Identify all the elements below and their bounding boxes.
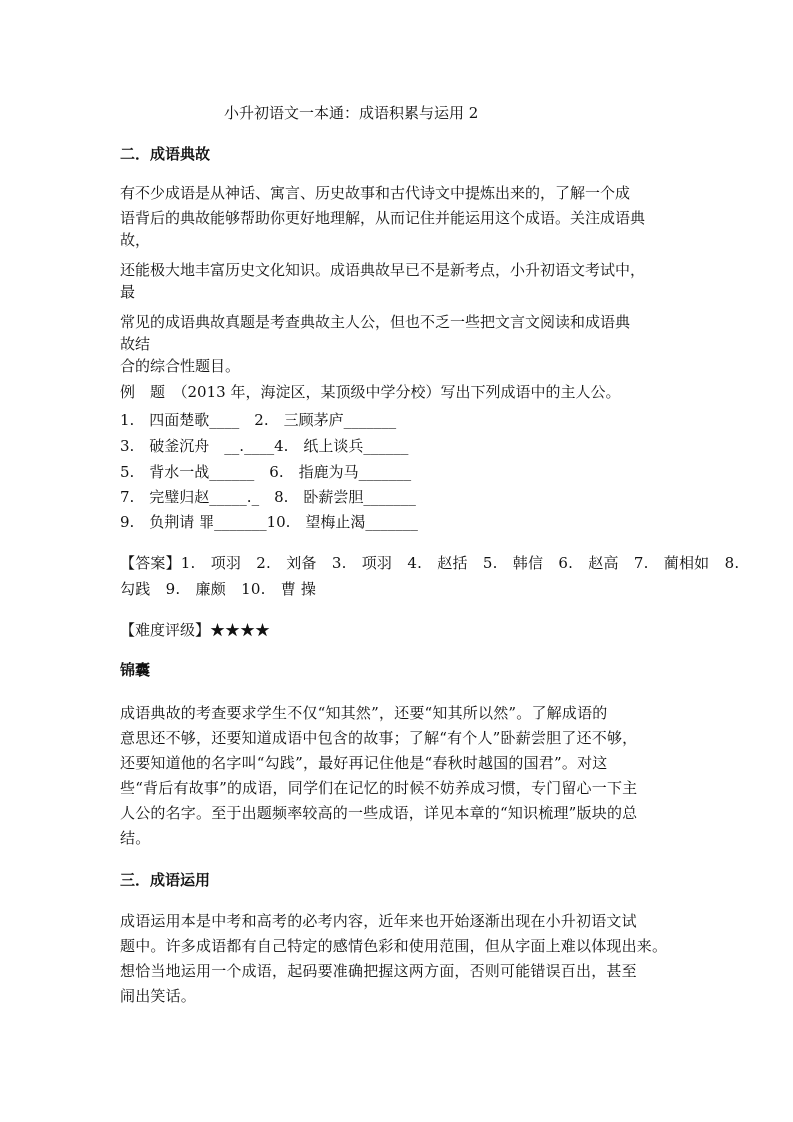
page-title: 小升初语文一本通：成语积累与运用 2 (224, 104, 479, 122)
example-prompt: 例 题 （2013 年，海淀区，某顶级中学分校）写出下列成语中的主人公。 (120, 383, 621, 401)
intro-line: 最 (120, 283, 136, 301)
question-row: 3. 破釜沉舟 __.____4. 纸上谈兵______ (120, 437, 409, 455)
answer-line: 勾践 9. 廉颇 10. 曹 操 (120, 580, 317, 598)
difficulty-rating: 【难度评级】★★★★ (120, 621, 271, 639)
intro-line: 合的综合性题目。 (120, 357, 241, 375)
tips-line: 意思还不够，还要知道成语中包含的故事；了解“有个人”卧薪尝胆了还不够， (120, 729, 638, 747)
section-heading-idiom-stories: 二．成语典故 (120, 145, 211, 163)
intro-line: 故， (120, 231, 151, 249)
question-row: 5. 背水一战______ 6. 指鹿为马_______ (120, 463, 412, 481)
intro-line: 还能极大地丰富历史文化知识。成语典故早已不是新考点，小升初语文考试中， (120, 261, 646, 279)
answer-line: 【答案】1. 项羽 2. 刘备 3. 项羽 4. 赵括 5. 韩信 6. 赵高 7. 蔺相如 8. (120, 554, 740, 572)
intro-line: 故结 (120, 335, 151, 353)
question-row: 1. 四面楚歌____ 2. 三顾茅庐_______ (120, 411, 397, 429)
question-row: 9. 负荆请 罪_______10. 望梅止渴_______ (120, 513, 418, 531)
usage-line: 题中。许多成语都有自己特定的感情色彩和使用范围，但从字面上难以体现出来。 (120, 937, 668, 955)
usage-line: 闹出笑话。 (120, 987, 197, 1005)
usage-line: 想恰当地运用一个成语，起码要准确把握这两方面，否则可能错误百出，甚至 (120, 962, 637, 980)
tips-line: 人公的名字。至于出题频率较高的一些成语，详见本章的“知识梳理”版块的总 (120, 804, 638, 822)
intro-line: 有不少成语是从神话、寓言、历史故事和古代诗文中提炼出来的，了解一个成 (120, 184, 631, 202)
tips-line: 还要知道他的名字叫“勾践”，最好再记住他是“春秋时越国的国君”。对这 (120, 754, 608, 772)
intro-line: 常见的成语典故真题是考查典故主人公，但也不乏一些把文言文阅读和成语典 (120, 313, 631, 331)
tips-heading: 锦囊 (120, 661, 151, 679)
usage-line: 成语运用本是中考和高考的必考内容，近年来也开始逐渐出现在小升初语文试 (120, 912, 637, 930)
section-heading-idiom-usage: 三．成语运用 (120, 871, 211, 889)
tips-line: 些“背后有故事”的成语，同学们在记忆的时候不妨养成习惯，专门留心一下主 (120, 779, 638, 797)
tips-line: 结。 (120, 829, 151, 847)
question-row: 7. 完璧归赵_____._ 8. 卧薪尝胆_______ (120, 488, 416, 506)
tips-line: 成语典故的考查要求学生不仅“知其然”，还要“知其所以然”。了解成语的 (120, 704, 608, 722)
intro-line: 语背后的典故能够帮助你更好地理解，从而记住并能运用这个成语。关注成语典 (120, 209, 646, 227)
